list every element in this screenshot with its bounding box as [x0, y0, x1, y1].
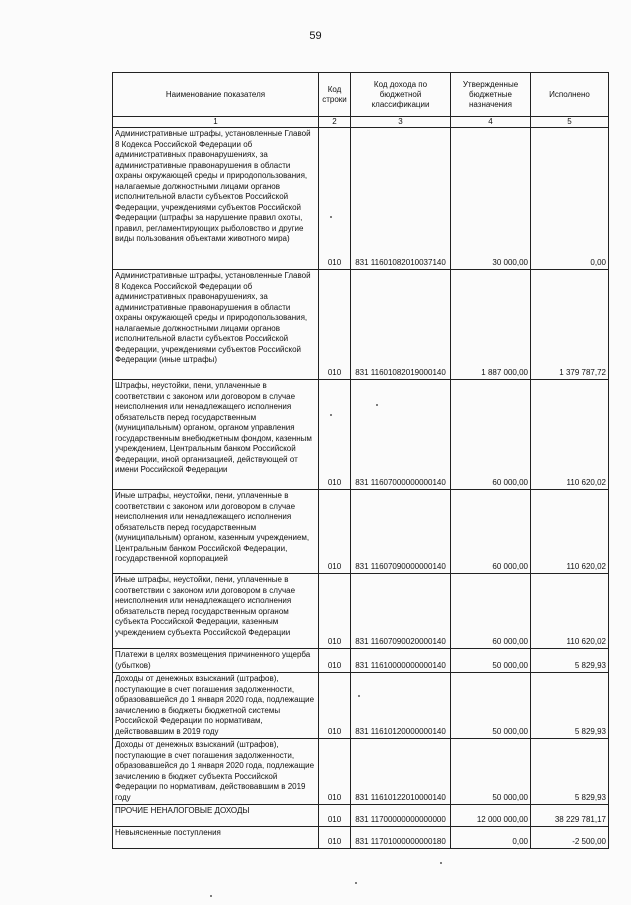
income-code-cell: 831 11607090000000140 [351, 490, 451, 574]
indicator-name-cell: ПРОЧИЕ НЕНАЛОГОВЫЕ ДОХОДЫ [113, 805, 319, 827]
table-row [113, 128, 609, 270]
table-row [113, 574, 609, 649]
approved-amount-cell: 50 000,00 [451, 673, 531, 739]
approved-amount-cell: 1 887 000,00 [451, 270, 531, 380]
income-code-cell: 831 11607090020000140 [351, 574, 451, 649]
approved-amount-cell: 30 000,00 [451, 128, 531, 270]
scan-speck [358, 695, 360, 697]
table-row [113, 805, 609, 827]
indicator-name-cell: Административные штрафы, установленные Главой 8 Кодекса Российской Федерации об административных правонарушениях, за административные правонарушения в области охраны окружающей среды и природопользования, налагаемые должностными лицами органов исполнительной власти субъектов Российской Федерации, учреждениями субъектов Российской Федерации (иные штрафы) [113, 270, 319, 380]
header-name: Наименование показателя [113, 73, 319, 117]
executed-amount-cell: 38 229 781,17 [531, 805, 609, 827]
indicator-name-cell: Платежи в целях возмещения причиненного ущерба (убытков) [113, 649, 319, 673]
header-approved: Утвержденные бюджетные назначения [451, 73, 531, 117]
table-row [113, 380, 609, 490]
scan-speck [355, 882, 357, 884]
income-code-cell: 831 11700000000000000 [351, 805, 451, 827]
scan-speck [210, 895, 212, 897]
approved-amount-cell: 60 000,00 [451, 490, 531, 574]
line-code-cell: 010 [319, 574, 351, 649]
table-row [113, 739, 609, 805]
executed-amount-cell: 0,00 [531, 128, 609, 270]
executed-amount-cell: 5 829,93 [531, 649, 609, 673]
indicator-name-cell: Доходы от денежных взысканий (штрафов), поступающие в счет погашения задолженности, образовавшейся до 1 января 2020 года, подлежащие зачислению в бюджеты бюджетной системы Российской Федерации по нормативам, действовавшим в 2019 году [113, 673, 319, 739]
line-code-cell: 010 [319, 490, 351, 574]
approved-amount-cell: 60 000,00 [451, 380, 531, 490]
income-code-cell: 831 11610000000000140 [351, 649, 451, 673]
indicator-name-cell: Иные штрафы, неустойки, пени, уплаченные в соответствии с законом или договором в случае неисполнения или ненадлежащего исполнения обязательств перед государственным органом субъекта Российской Федерации, казенным учреждением субъекта Российской Федерации [113, 574, 319, 649]
scan-speck [330, 216, 332, 218]
table-row [113, 490, 609, 574]
approved-amount-cell: 12 000 000,00 [451, 805, 531, 827]
table-row [113, 649, 609, 673]
executed-amount-cell: 110 620,02 [531, 380, 609, 490]
column-number: 4 [451, 117, 531, 128]
indicator-name-cell: Доходы от денежных взысканий (штрафов), поступающие в счет погашения задолженности, образовавшейся до 1 января 2020 года, подлежащие зачислению в бюджет субъекта Российской Федерации по нормативам, действовавшим в 2019 году [113, 739, 319, 805]
approved-amount-cell: 60 000,00 [451, 574, 531, 649]
income-code-cell: 831 11601082010037140 [351, 128, 451, 270]
income-code-cell: 831 11607000000000140 [351, 380, 451, 490]
approved-amount-cell: 50 000,00 [451, 649, 531, 673]
scan-speck [330, 414, 332, 416]
line-code-cell: 010 [319, 827, 351, 849]
budget-income-table [112, 72, 609, 849]
column-number: 3 [351, 117, 451, 128]
indicator-name-cell: Иные штрафы, неустойки, пени, уплаченные в соответствии с законом или договором в случае неисполнения или ненадлежащего исполнения обязательств перед государственным (муниципальным) органом, казенным учреждением, Центральным банком Российской Федерации, государственной корпорацией [113, 490, 319, 574]
scan-speck [440, 862, 442, 864]
table-header-row [113, 73, 609, 117]
indicator-name-cell: Штрафы, неустойки, пени, уплаченные в соответствии с законом или договором в случае неисполнения или ненадлежащего исполнения обязательств перед государственным (муниципальным) органом, органом управления государственным внебюджетным фондом, казенным учреждением, Центральным банком Российской Федерации, иной организацией, действующей от имени Российской Федерации [113, 380, 319, 490]
income-code-cell: 831 11601082019000140 [351, 270, 451, 380]
executed-amount-cell: 5 829,93 [531, 739, 609, 805]
income-code-cell: 831 11701000000000180 [351, 827, 451, 849]
column-number-row [113, 117, 609, 128]
line-code-cell: 010 [319, 805, 351, 827]
line-code-cell: 010 [319, 270, 351, 380]
line-code-cell: 010 [319, 649, 351, 673]
page-number: 59 [309, 30, 322, 42]
line-code-cell: 010 [319, 673, 351, 739]
header-income-code: Код дохода по бюджетной классификации [351, 73, 451, 117]
approved-amount-cell: 50 000,00 [451, 739, 531, 805]
table-row [113, 270, 609, 380]
indicator-name-cell: Невыясненные поступления [113, 827, 319, 849]
indicator-name-cell: Административные штрафы, установленные Главой 8 Кодекса Российской Федерации об административных правонарушениях, за административные правонарушения в области охраны окружающей среды и природопользования, налагаемые должностными лицами органов исполнительной власти субъектов Российской Федерации, учреждениями субъектов Российской Федерации (штрафы за нарушение правил охоты, правил, регламентирующих рыболовство и другие виды пользования объектами животного мира) [113, 128, 319, 270]
executed-amount-cell: 110 620,02 [531, 574, 609, 649]
approved-amount-cell: 0,00 [451, 827, 531, 849]
executed-amount-cell: 5 829,93 [531, 673, 609, 739]
column-number: 5 [531, 117, 609, 128]
line-code-cell: 010 [319, 380, 351, 490]
income-code-cell: 831 11610120000000140 [351, 673, 451, 739]
column-number: 2 [319, 117, 351, 128]
header-executed: Исполнено [531, 73, 609, 117]
header-line-code: Код строки [319, 73, 351, 117]
scan-speck [376, 404, 378, 406]
executed-amount-cell: -2 500,00 [531, 827, 609, 849]
table-row [113, 673, 609, 739]
executed-amount-cell: 1 379 787,72 [531, 270, 609, 380]
executed-amount-cell: 110 620,02 [531, 490, 609, 574]
line-code-cell: 010 [319, 739, 351, 805]
line-code-cell: 010 [319, 128, 351, 270]
table-row [113, 827, 609, 849]
column-number: 1 [113, 117, 319, 128]
income-code-cell: 831 11610122010000140 [351, 739, 451, 805]
